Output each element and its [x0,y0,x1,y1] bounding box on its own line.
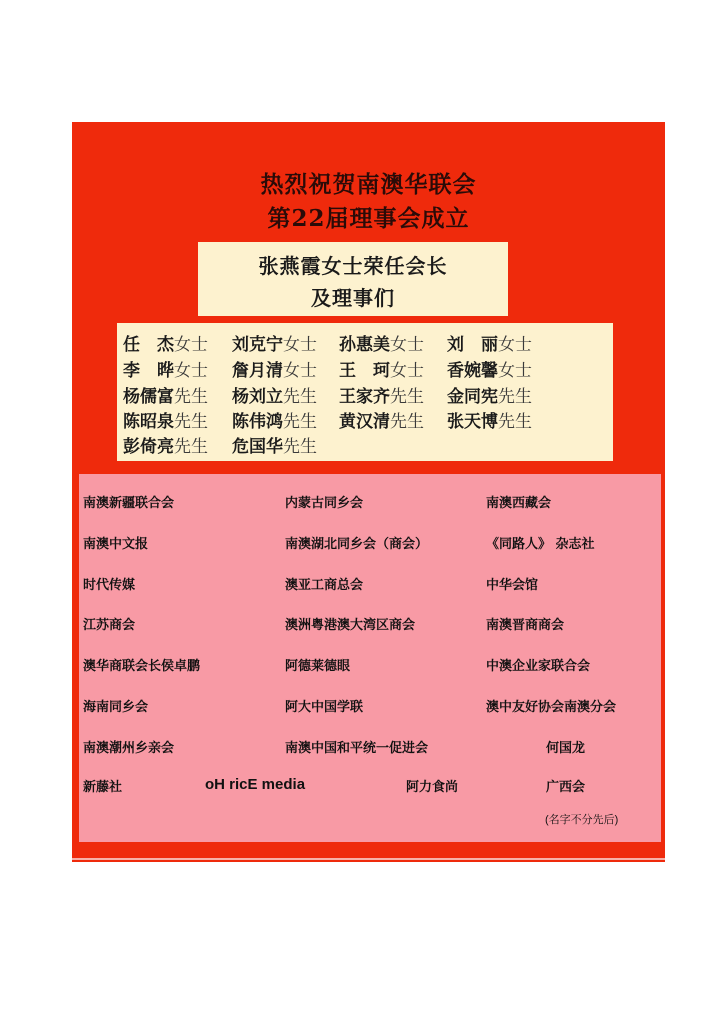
member-entry: 杨儒富先生 [123,387,208,407]
org-entry: 海南同乡会 [83,700,149,715]
member-entry: 刘克宁女士 [232,335,317,355]
headline-line-1: 热烈祝贺南澳华联会 [260,171,477,198]
member-entry: 金同宪先生 [447,387,532,407]
org-entry: 江苏商会 [83,618,136,633]
member-entry: 陈昭泉先生 [123,412,208,432]
org-entry: 广西会 [546,780,586,795]
org-entry: 阿德莱德眼 [285,659,351,674]
president-announcement-box [198,242,508,316]
member-entry: 王 珂女士 [339,361,424,381]
member-entry: 任 杰女士 [123,335,208,355]
org-entry: 何国龙 [546,741,586,756]
member-entry: 詹月清女士 [232,361,317,381]
org-entry: 澳亚工商总会 [285,578,364,593]
org-entry: 阿力食尚 [406,780,459,795]
org-entry: 南澳中文报 [83,537,149,552]
org-entry: 南澳晋商商会 [486,618,565,633]
member-entry: 张天博先生 [447,412,532,432]
ordering-note: (名字不分先后) [545,814,619,826]
member-entry: 黄汉清先生 [339,412,424,432]
member-entry: 刘 丽女士 [447,335,532,355]
president-line-1: 张燕霞女士荣任会长 [258,254,448,278]
poster-bottom-divider [72,858,665,860]
org-entry: 《同路人》 杂志社 [486,537,595,552]
org-entry: 新藤社 [83,780,123,795]
board-members-box [117,323,613,461]
member-entry: 香婉馨女士 [447,361,532,381]
member-entry: 杨刘立先生 [232,387,317,407]
headline-line-2: 第22届理事会成立 [267,205,470,232]
president-line-2: 及理事们 [311,286,395,310]
org-entry: 南澳中国和平统一促进会 [285,741,429,756]
org-entry: 阿大中国学联 [285,700,364,715]
member-entry: 危国华先生 [232,437,317,457]
org-entry: 澳洲粤港澳大湾区商会 [285,618,416,633]
org-entry: 南澳新疆联合会 [83,496,175,511]
supporting-organizations-box [79,474,661,842]
member-entry: 孙惠美女士 [339,335,424,355]
member-entry: 李 晔女士 [123,361,208,381]
org-entry: 澳华商联会长侯卓鹏 [83,659,201,674]
org-entry: 南澳西藏会 [486,496,552,511]
org-entry: 澳中友好协会南澳分会 [486,700,617,715]
member-entry: 陈伟鸿先生 [232,412,317,432]
org-entry: 内蒙古同乡会 [285,496,364,511]
member-entry: 王家齐先生 [339,387,424,407]
org-entry: 中华会馆 [486,578,539,593]
org-entry: 时代传媒 [83,578,136,593]
org-entry: oH ricE media [205,776,306,793]
org-entry: 南澳潮州乡亲会 [83,741,175,756]
org-entry: 南澳湖北同乡会（商会） [285,537,429,552]
member-entry: 彭倚亮先生 [123,437,208,457]
org-entry: 中澳企业家联合会 [486,659,591,674]
